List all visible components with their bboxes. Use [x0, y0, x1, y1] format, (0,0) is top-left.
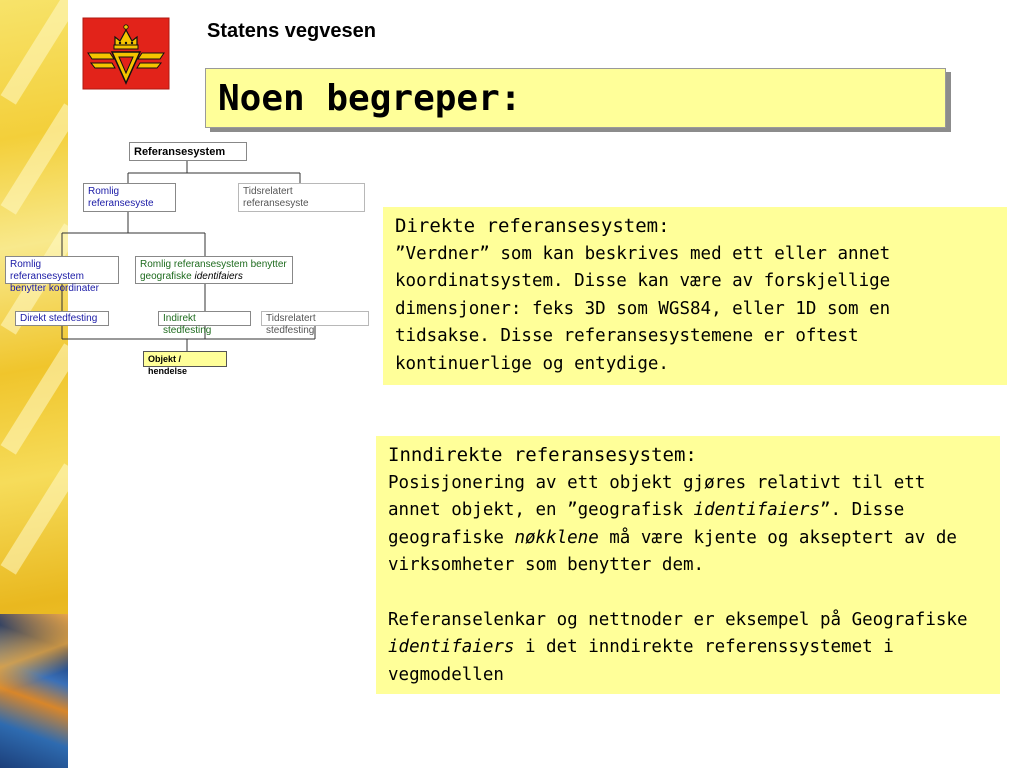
direct-reference-system-box — [383, 207, 1007, 385]
statens-vegvesen-logo-icon — [82, 17, 170, 90]
node-indirekt-stedfesting: Indirekt stedfesting — [158, 311, 251, 326]
organization-name: Statens vegvesen — [207, 20, 376, 42]
indirect-p1-emph-identifaiers: identifaiers — [693, 500, 820, 520]
diagram-connectors — [0, 135, 380, 375]
indirect-p1-text-e: må være kjente og akseptert av de virksomheter som benytter dem. — [388, 527, 957, 575]
direct-box-heading: Direkte referansesystem: — [395, 215, 670, 237]
indirect-box-heading: Inndirekte referansesystem: — [388, 444, 697, 466]
indirect-p1-text-a: Posisjonering av ett objekt gjøres relativt til ett annet objekt, en ”geografisk — [388, 472, 926, 520]
indirect-p1-text-c: ”. Disse geografiske — [388, 500, 905, 548]
node-direkt-stedfesting: Direkt stedfesting — [15, 311, 109, 326]
indirect-reference-system-box — [376, 436, 1000, 694]
node-romlig-koordinater: Romlig referansesystem benytter koordinater — [5, 256, 119, 284]
indirect-box-paragraph-1 — [388, 470, 988, 580]
node-tidsrelatert-referansesystem: Tidsrelatert referansesyste — [238, 183, 365, 212]
decorative-side-strip — [0, 0, 68, 768]
title-banner — [205, 68, 946, 128]
node-romlig-referansesystem: Romlig referansesyste — [83, 183, 176, 212]
node-referansesystem: Referansesystem — [129, 142, 247, 161]
node-tidsrelatert-stedfesting: Tidsrelatert stedfesting — [261, 311, 369, 326]
indirect-box-paragraph-2 — [388, 607, 988, 690]
node-objekt-hendelse: Objekt / hendelse — [143, 351, 227, 367]
reference-system-diagram — [0, 135, 380, 375]
strip-highlight — [1, 463, 68, 574]
slide-title: Noen begreper: — [218, 78, 522, 119]
node-romlig-geografiske-emphasis: identifaiers — [194, 271, 243, 282]
decorative-photo — [0, 614, 68, 768]
indirect-p2-text-a: Referanselenkar og nettnoder er eksempel på Geografiske — [388, 609, 968, 630]
node-romlig-geografiske — [135, 256, 293, 284]
direct-box-body: ”Verdner” som kan beskrives med ett eller annet koordinatsystem. Disse kan være av forskjellige dimensjoner: feks 3D som WGS84, eller 1D som en tidsakse. Disse referansesystemene er oftest kontinuerlige og entydige. — [395, 243, 891, 374]
paragraph-gap — [388, 580, 988, 607]
indirect-p2-text-c: i det inndirekte referenssystemet i vegmodellen — [388, 637, 894, 685]
indirect-p2-emph-identifaiers: identifaiers — [388, 637, 515, 657]
node-romlig-geografiske-text: Romlig referansesystem benytter geografiske — [140, 259, 287, 282]
indirect-p1-emph-nokklene: nøkklene — [514, 527, 599, 548]
strip-highlight — [1, 0, 68, 105]
